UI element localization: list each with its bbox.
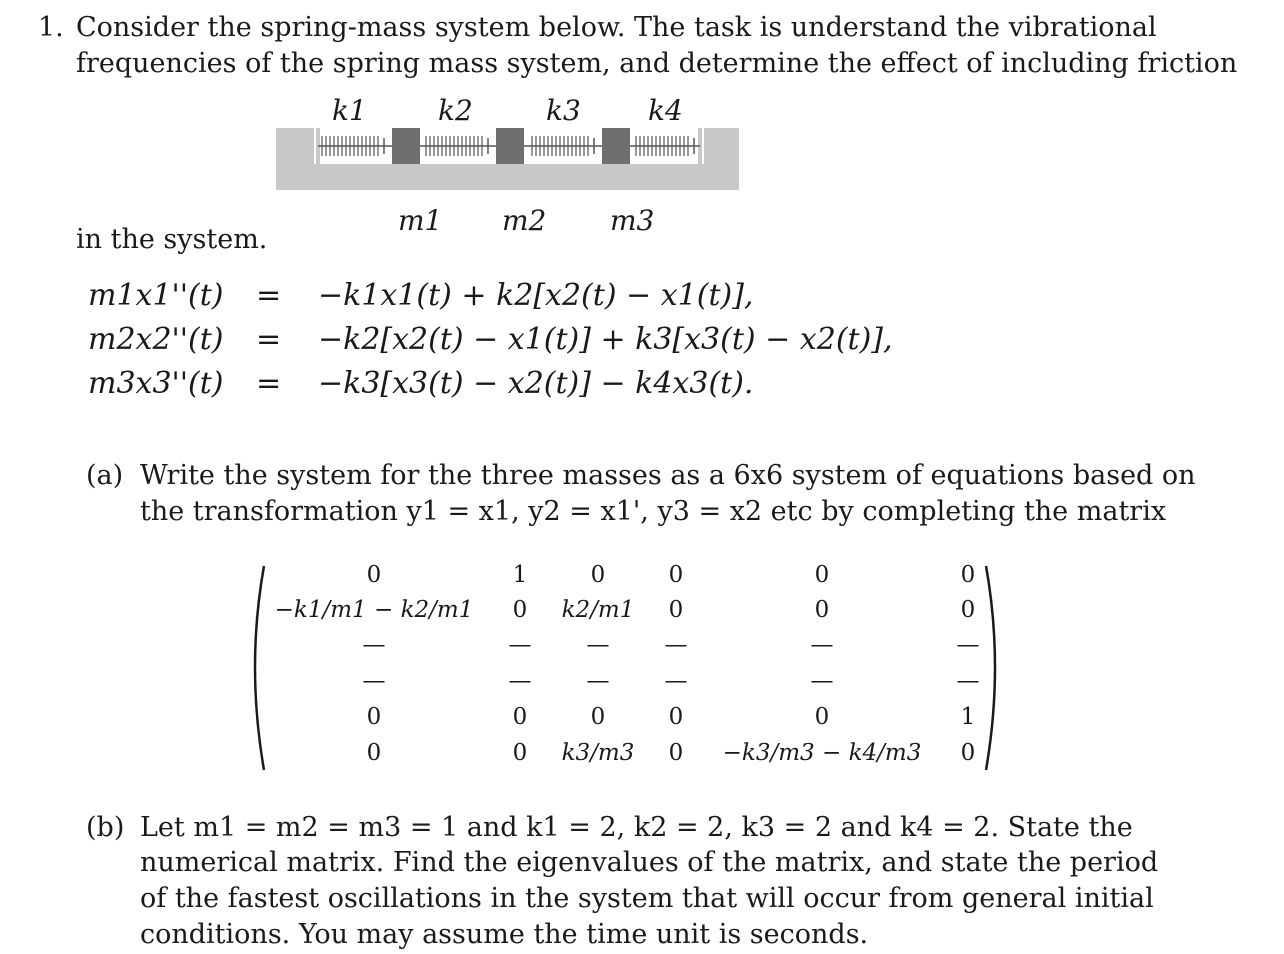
- matrix-cell-value: k3/m3: [561, 740, 635, 766]
- matrix-cell-value: —: [586, 632, 610, 658]
- part-b-label: (b): [86, 812, 125, 843]
- equation-2-rhs: −k2[x2(t) − x1(t)] + k3[x3(t) − x2(t)],: [318, 322, 893, 357]
- matrix-cell-value: 0: [960, 597, 976, 623]
- matrix-cell-value: 0: [366, 740, 382, 766]
- matrix-cell-value: 0: [512, 704, 528, 730]
- intro-line-1: Consider the spring-mass system below. The task is understand the vibrational: [76, 12, 1157, 43]
- spring-mass-figure: [0, 0, 1284, 260]
- matrix-cell-value: 1: [960, 704, 976, 730]
- equation-1-lhs: m1x1''(t): [88, 278, 224, 313]
- equation-3-lhs: m3x3''(t): [88, 366, 224, 401]
- matrix-cell-value: 0: [960, 740, 976, 766]
- label-k2: k2: [438, 94, 473, 127]
- equation-3-rhs: −k3[x3(t) − x2(t)] − k4x3(t).: [318, 366, 754, 401]
- label-m3: m3: [610, 204, 655, 237]
- matrix-cell-value: —: [810, 632, 834, 658]
- matrix-cell-value: —: [508, 668, 532, 694]
- matrix-cell-value: —: [664, 632, 688, 658]
- matrix-cell-value: —: [586, 668, 610, 694]
- equation-2-equals: =: [256, 322, 282, 357]
- matrix-cell-value: —: [508, 632, 532, 658]
- matrix-cell-value: —: [362, 668, 386, 694]
- part-b-line-4: conditions. You may assume the time unit is seconds.: [140, 919, 869, 950]
- problem-number: 1.: [38, 12, 64, 43]
- intro-line-2: frequencies of the spring mass system, and determine the effect of including friction: [76, 48, 1238, 79]
- mass-block-1: [392, 128, 420, 164]
- matrix-cell-value: 0: [590, 562, 606, 588]
- matrix-cell-value: 0: [814, 562, 830, 588]
- matrix-cell-value: 0: [366, 562, 382, 588]
- matrix-cell-value: 0: [512, 597, 528, 623]
- matrix-cell-value: 0: [512, 740, 528, 766]
- equation-1-rhs: −k1x1(t) + k2[x2(t) − x1(t)],: [318, 278, 754, 313]
- label-k3: k3: [546, 94, 581, 127]
- label-k4: k4: [648, 94, 683, 127]
- matrix-cell-value: −k3/m3 − k4/m3: [722, 740, 922, 766]
- matrix-cell-value: —: [956, 632, 980, 658]
- matrix-cell-value: 0: [668, 562, 684, 588]
- matrix-cell-value: 0: [960, 562, 976, 588]
- matrix-cell-value: k2/m1: [561, 597, 635, 623]
- part-b-line-2: numerical matrix. Find the eigenvalues of the matrix, and state the period: [140, 847, 1159, 878]
- matrix-cell-value: —: [810, 668, 834, 694]
- matrix-cell-value: 0: [814, 597, 830, 623]
- mass-block-3: [602, 128, 630, 164]
- label-m1: m1: [398, 204, 443, 237]
- matrix-cell-value: 0: [668, 704, 684, 730]
- part-b-line-3: of the fastest oscillations in the system that will occur from general initial: [140, 883, 1154, 914]
- matrix-cell-value: 0: [814, 704, 830, 730]
- matrix-cell-value: 1: [512, 562, 528, 588]
- mass-block-2: [496, 128, 524, 164]
- part-a-line-2: the transformation y1 = x1, y2 = x1', y3 = x2 etc by completing the matrix: [140, 496, 1167, 527]
- matrix-right-bracket: [986, 566, 995, 770]
- matrix-cell-value: 0: [668, 597, 684, 623]
- matrix-cell-value: −k1/m1 − k2/m1: [274, 597, 474, 623]
- equation-3-equals: =: [256, 366, 282, 401]
- part-b-line-1: Let m1 = m2 = m3 = 1 and k1 = 2, k2 = 2, k3 = 2 and k4 = 2. State the: [140, 812, 1133, 843]
- intro-line-3: in the system.: [76, 224, 268, 255]
- equation-2-lhs: m2x2''(t): [88, 322, 224, 357]
- label-m2: m2: [502, 204, 547, 237]
- matrix-cell-value: 0: [590, 704, 606, 730]
- matrix-cell-value: —: [664, 668, 688, 694]
- label-k1: k1: [332, 94, 367, 127]
- part-a-label: (a): [86, 460, 124, 491]
- matrix-cell-value: —: [956, 668, 980, 694]
- matrix-cell-value: 0: [366, 704, 382, 730]
- matrix-left-bracket: [255, 566, 264, 770]
- matrix-cell-value: —: [362, 632, 386, 658]
- matrix-cell-value: 0: [668, 740, 684, 766]
- equation-1-equals: =: [256, 278, 282, 313]
- part-a-line-1: Write the system for the three masses as a 6x6 system of equations based on: [140, 460, 1196, 491]
